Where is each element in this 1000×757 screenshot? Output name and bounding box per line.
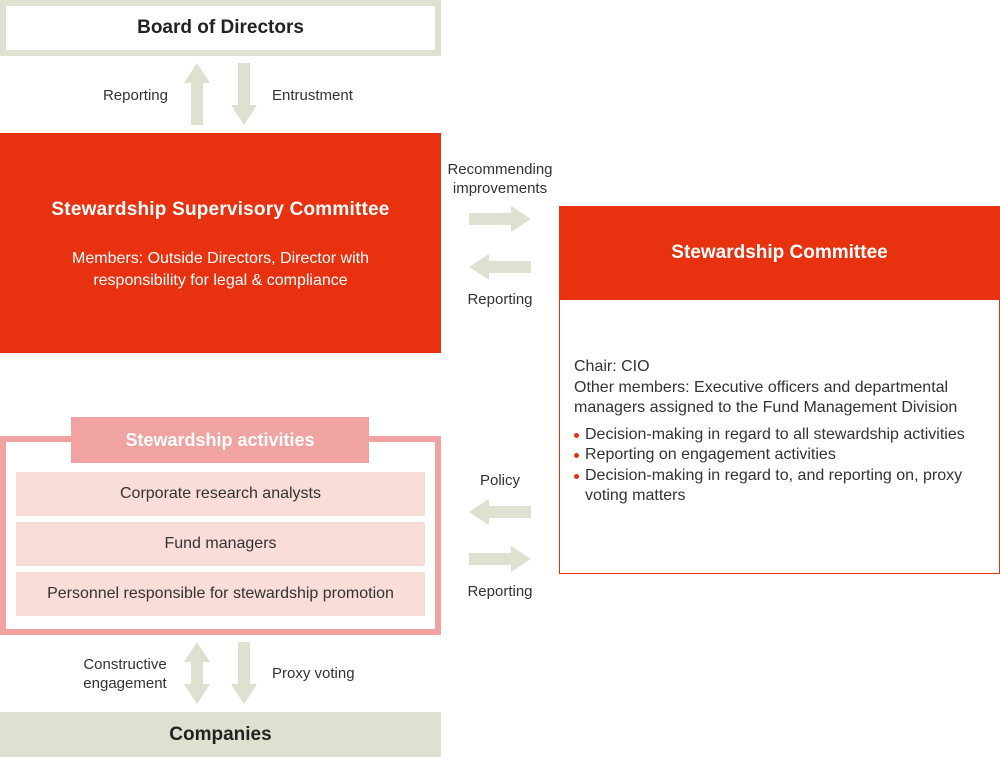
proxy-voting-label: Proxy voting bbox=[272, 665, 355, 682]
board-of-directors-box bbox=[0, 0, 441, 56]
committee-reporting-label: Reporting bbox=[467, 291, 533, 308]
left-arrow-icon bbox=[469, 499, 531, 525]
bullet-icon bbox=[574, 453, 579, 458]
bullet-icon bbox=[574, 474, 579, 479]
down-arrow-icon bbox=[231, 63, 257, 125]
committee-duties-list bbox=[574, 425, 989, 507]
constructive-engagement-label bbox=[60, 655, 190, 693]
right-arrow-icon bbox=[469, 206, 531, 232]
companies-label: Companies bbox=[169, 723, 272, 745]
engagement-line: engagement bbox=[83, 675, 167, 692]
improvements-line: improvements bbox=[452, 180, 548, 197]
stewardship-activities-tab bbox=[71, 417, 369, 463]
recommending-improvements-label bbox=[440, 160, 560, 198]
stewardship-committee-body bbox=[559, 300, 1000, 574]
recommending-line: Recommending bbox=[447, 161, 553, 178]
board-reporting-label: Reporting bbox=[102, 87, 168, 104]
right-arrow-icon bbox=[469, 546, 531, 572]
stewardship-committee-header bbox=[559, 206, 1000, 300]
stewardship-activities-title: Stewardship activities bbox=[125, 429, 315, 450]
bullet-icon bbox=[574, 433, 579, 438]
list-item: Decision-making in regard to, and reporting on, proxy voting matters bbox=[574, 466, 989, 507]
activity-item-research-analysts: Corporate research analysts bbox=[16, 472, 425, 516]
constructive-line: Constructive bbox=[83, 656, 167, 673]
activities-reporting-label: Reporting bbox=[467, 583, 533, 600]
list-item: Decision-making in regard to all stewardship activities bbox=[574, 425, 989, 446]
bidirectional-arrow-icon bbox=[184, 642, 210, 704]
stewardship-committee-title: Stewardship Committee bbox=[671, 242, 888, 263]
board-of-directors-label: Board of Directors bbox=[137, 17, 304, 38]
policy-label: Policy bbox=[479, 472, 520, 489]
list-item: Reporting on engagement activities bbox=[574, 445, 989, 466]
committee-other-members: Other members: Executive officers and departmental managers assigned to the Fund Management Division bbox=[574, 378, 958, 416]
supervisory-committee-members: Members: Outside Directors, Director with responsibility for legal & compliance bbox=[72, 250, 369, 289]
companies-box bbox=[0, 712, 441, 757]
left-arrow-icon bbox=[469, 254, 531, 280]
supervisory-committee-box bbox=[0, 133, 441, 353]
activity-item-stewardship-promotion: Personnel responsible for stewardship promotion bbox=[16, 572, 425, 616]
up-arrow-icon bbox=[184, 63, 210, 125]
committee-chair: Chair: CIO bbox=[574, 358, 650, 375]
down-arrow-icon bbox=[231, 642, 257, 704]
activity-item-fund-managers: Fund managers bbox=[16, 522, 425, 566]
supervisory-committee-title: Stewardship Supervisory Committee bbox=[51, 199, 390, 220]
board-entrustment-label: Entrustment bbox=[272, 87, 353, 104]
